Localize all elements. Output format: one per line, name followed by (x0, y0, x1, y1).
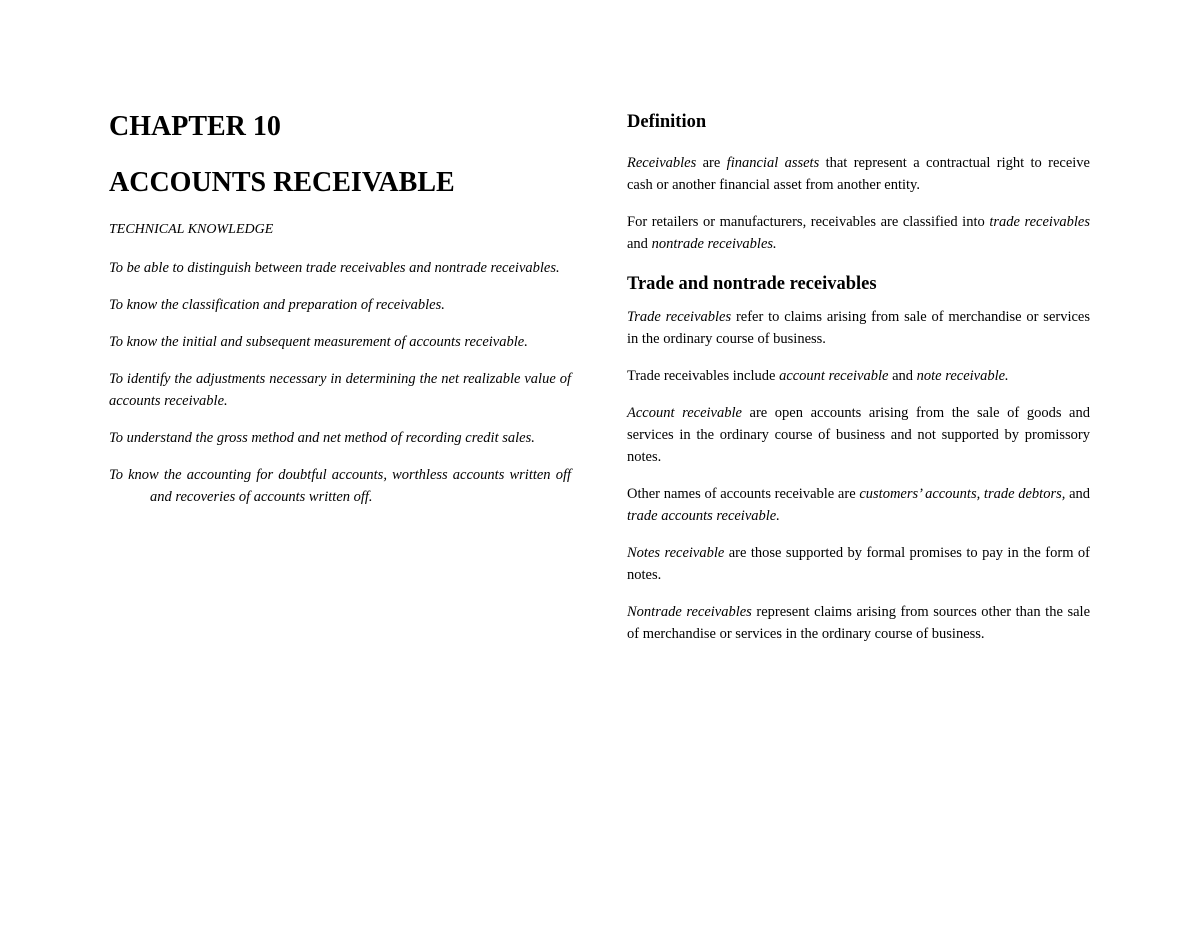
text-run: are open accounts arising from the sale of goods and services in the ordinary course of business and not supported by promissory notes. (627, 405, 1090, 465)
term: trade receivables (989, 214, 1090, 230)
technical-knowledge-heading: TECHNICAL KNOWLEDGE (109, 222, 274, 237)
term: trade accounts receivable. (627, 508, 780, 524)
objective-item: To be able to distinguish between trade receivables and nontrade receivables. (109, 260, 560, 276)
text-run: Other names of accounts receivable are (627, 486, 860, 502)
term: Receivables (627, 155, 697, 171)
account-receivable-paragraph (627, 402, 1090, 468)
right-body (627, 152, 1090, 660)
trade-receivables-paragraph (627, 306, 1090, 350)
trade-nontrade-heading: Trade and nontrade receivables (627, 274, 877, 294)
text-run: Trade receivables include (627, 368, 780, 384)
objective-item: To identify the adjustments necessary in determining the net realizable value of accounts receivable. (109, 371, 571, 409)
notes-receivable-paragraph (627, 542, 1090, 586)
term: financial assets (726, 155, 820, 171)
objective-item: To know the accounting for doubtful accounts, worthless accounts written off and recoveries of accounts written off. (109, 467, 571, 505)
chapter-title: ACCOUNTS RECEIVABLE (109, 167, 455, 198)
term: note receivable. (916, 368, 1009, 384)
objectives-list (109, 257, 571, 523)
definition-paragraph (627, 152, 1090, 196)
text-run: are those supported by formal promises to pay in the form of notes. (627, 545, 1090, 583)
text-run: and (627, 236, 652, 252)
text-run: are (696, 155, 727, 171)
definition-heading: Definition (627, 112, 707, 132)
term: Account receivable (627, 405, 742, 421)
objective-item: To know the classification and preparation of receivables. (109, 297, 445, 313)
text-run: refer to claims arising from sale of merchandise or services in the ordinary course of business. (627, 309, 1091, 347)
text-run: that represent a contractual right to receive cash or another financial asset from another entity. (627, 155, 1090, 193)
nontrade-receivables-paragraph (627, 601, 1090, 645)
trade-includes-paragraph (627, 365, 1090, 387)
term: Notes receivable (627, 545, 725, 561)
term: nontrade receivables. (651, 236, 777, 252)
classification-paragraph (627, 211, 1090, 255)
other-names-paragraph (627, 483, 1090, 527)
objective-item: To understand the gross method and net method of recording credit sales. (109, 430, 535, 446)
text-run: and (1065, 486, 1091, 502)
chapter-number: CHAPTER 10 (109, 111, 281, 142)
text-run: For retailers or manufacturers, receivables are classified into (627, 214, 990, 230)
text-run: represent claims arising from sources other than the sale of merchandise or services in the ordinary course of business. (627, 604, 1090, 642)
text-run: and (888, 368, 917, 384)
term: customers’ accounts, trade debtors, (859, 486, 1066, 502)
term: Trade receivables (627, 309, 732, 325)
objective-item: To know the initial and subsequent measurement of accounts receivable. (109, 334, 528, 350)
term: Nontrade receivables (627, 604, 752, 620)
term: account receivable (779, 368, 889, 384)
